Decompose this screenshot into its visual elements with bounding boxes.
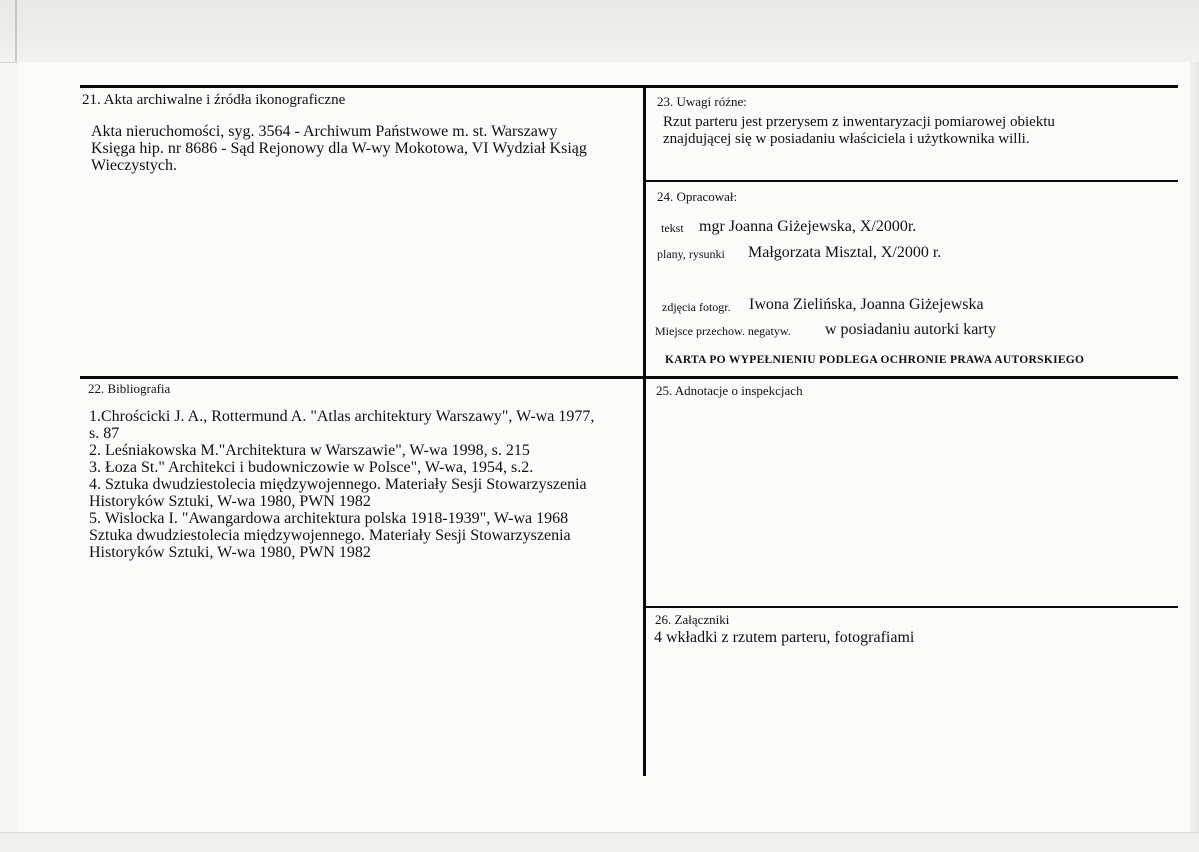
- top-rule: [80, 85, 1178, 88]
- scanner-left-edge: [15, 0, 17, 62]
- center-divider: [643, 86, 646, 776]
- section-22-body: [89, 408, 594, 561]
- bibliography-line: 2. Leśniakowska M."Architektura w Warszawie", W-wa 1998, s. 215: [89, 442, 530, 459]
- bibliography-line: s. 87: [89, 425, 120, 442]
- attachments-value: 4 wkładki z rzutem parteru, fotografiami: [654, 629, 915, 646]
- plans-author-label: plany, rysunki: [657, 247, 725, 261]
- section-21-heading: 21. Akta archiwalne i źródła ikonograficzne: [82, 92, 346, 108]
- middle-rule: [80, 376, 1178, 379]
- section-21-line: Księga hip. nr 8686 - Sąd Rejonowy dla W-wy Mokotowa, VI Wydział Ksiąg: [91, 140, 587, 157]
- bibliography-line: Sztuka dwudziestolecia międzywojennego. Materiały Sesji Stowarzyszenia: [89, 527, 571, 544]
- section-23-body: [663, 114, 1055, 148]
- text-author-label: tekst: [661, 221, 684, 235]
- scanner-top-margin: [0, 0, 1199, 63]
- rule-25-26: [645, 606, 1178, 608]
- section-21-line: Wieczystych.: [91, 157, 177, 174]
- text-author-value: mgr Joanna Giżejewska, X/2000r.: [699, 218, 917, 235]
- section-23-line: Rzut parteru jest przerysem z inwentaryzacji pomiarowej obiektu: [663, 114, 1055, 130]
- section-22-heading: 22. Bibliografia: [88, 381, 171, 396]
- section-25-heading: 25. Adnotacje o inspekcjach: [656, 383, 803, 398]
- section-21-line: Akta nieruchomości, syg. 3564 - Archiwum Państwowe m. st. Warszawy: [91, 123, 558, 140]
- bibliography-line: 5. Wislocka I. "Awangardowa architektura polska 1918-1939", W-wa 1968: [89, 510, 569, 527]
- scanner-bottom-margin: [0, 832, 1199, 852]
- photos-author-label: zdjęcia fotogr.: [662, 300, 731, 314]
- bibliography-line: Historyków Sztuki, W-wa 1980, PWN 1982: [89, 493, 371, 510]
- bibliography-line: 4. Sztuka dwudziestolecia międzywojennego. Materiały Sesji Stowarzyszenia: [89, 476, 587, 493]
- photos-author-value: Iwona Zielińska, Joanna Giżejewska: [749, 296, 984, 313]
- section-24-heading: 24. Opracował:: [657, 189, 738, 204]
- section-23-heading: 23. Uwagi różne:: [657, 94, 747, 109]
- section-21-body: [91, 123, 587, 174]
- negatives-storage-label: Miejsce przechow. negatyw.: [655, 324, 791, 338]
- section-26-heading: 26. Załączniki: [655, 612, 730, 627]
- section-23-line: znajdującej się w posiadaniu właściciela i użytkownika willi.: [663, 131, 1030, 147]
- bibliography-line: Historyków Sztuki, W-wa 1980, PWN 1982: [89, 544, 371, 561]
- bibliography-line: 1.Chrościcki J. A., Rottermund A. "Atlas architektury Warszawy", W-wa 1977,: [89, 408, 595, 425]
- copyright-notice: KARTA PO WYPEŁNIENIU PODLEGA OCHRONIE PRAWA AUTORSKIEGO: [665, 354, 1085, 366]
- plans-author-value: Małgorzata Misztal, X/2000 r.: [748, 244, 942, 261]
- bibliography-line: 3. Łoza St." Architekci i budowniczowie w Polsce", W-wa, 1954, s.2.: [89, 459, 534, 476]
- scanner-right-margin: [1190, 62, 1199, 851]
- rule-23-24: [645, 180, 1178, 182]
- negatives-storage-value: w posiadaniu autorki karty: [825, 321, 997, 338]
